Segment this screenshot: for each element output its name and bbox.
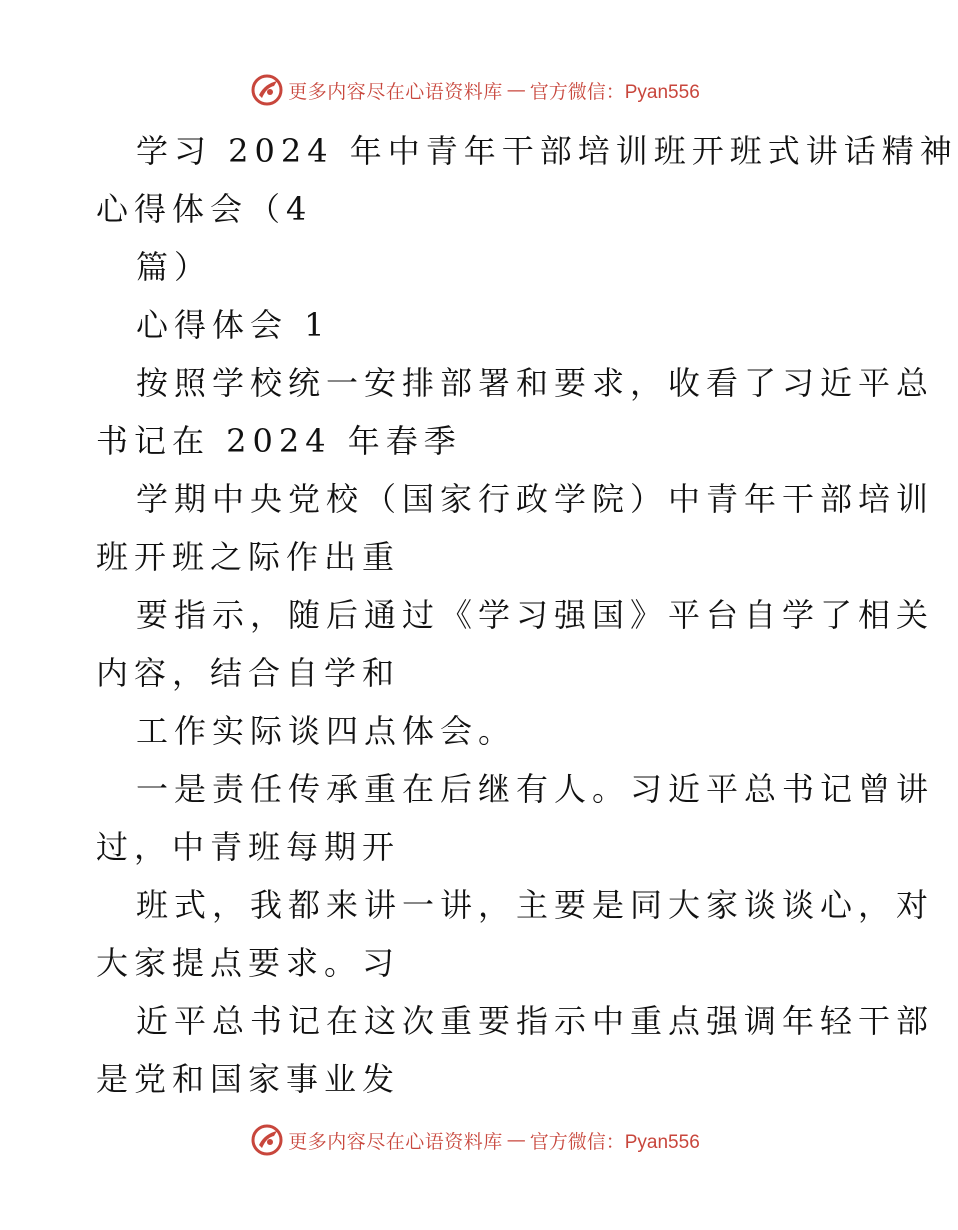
text-line: 心得体会 1 — [136, 306, 331, 344]
text-line: 学习 2024 年中青年干部培训班开班式讲话精神 — [136, 132, 958, 170]
watermark-group — [250, 1123, 700, 1157]
text-line: 班开班之际作出重 — [96, 538, 401, 576]
text-line: 学期中央党校（国家行政学院）中青年干部培训 — [136, 480, 935, 518]
footer-watermark — [0, 1118, 950, 1162]
watermark-wechat-text: 官方微信：Pyan556 — [529, 81, 700, 103]
text-line: 心得体会（4 — [96, 190, 313, 228]
text-line: 是党和国家事业发 — [96, 1060, 401, 1098]
header-watermark — [0, 68, 950, 112]
text-line: 篇） — [136, 248, 213, 286]
logo-icon — [250, 1123, 284, 1157]
text-line: 要指示，随后通过《学习强国》平台自学了相关 — [136, 596, 935, 634]
text-line: 近平总书记在这次重要指示中重点强调年轻干部 — [136, 1002, 935, 1040]
watermark-site-text: 更多内容尽在心语资料库 — [288, 80, 503, 103]
text-line: 大家提点要求。习 — [96, 944, 401, 982]
text-line: 一是责任传承重在后继有人。习近平总书记曾讲 — [136, 770, 935, 808]
watermark-group — [250, 73, 700, 107]
text-line: 内容，结合自学和 — [96, 654, 401, 692]
text-line: 按照学校统一安排部署和要求，收看了习近平总 — [136, 364, 935, 402]
watermark-separator: — — [506, 1129, 526, 1151]
watermark-site-text: 更多内容尽在心语资料库 — [288, 1130, 503, 1153]
text-line: 书记在 2024 年春季 — [96, 422, 462, 460]
document-body — [96, 122, 958, 1108]
text-line: 工作实际谈四点体会。 — [136, 712, 517, 750]
watermark-wechat-text: 官方微信：Pyan556 — [529, 1131, 700, 1153]
logo-icon — [250, 73, 284, 107]
watermark-separator: — — [506, 79, 526, 101]
text-line: 班式，我都来讲一讲，主要是同大家谈谈心，对 — [136, 886, 935, 924]
text-line: 过，中青班每期开 — [96, 828, 401, 866]
